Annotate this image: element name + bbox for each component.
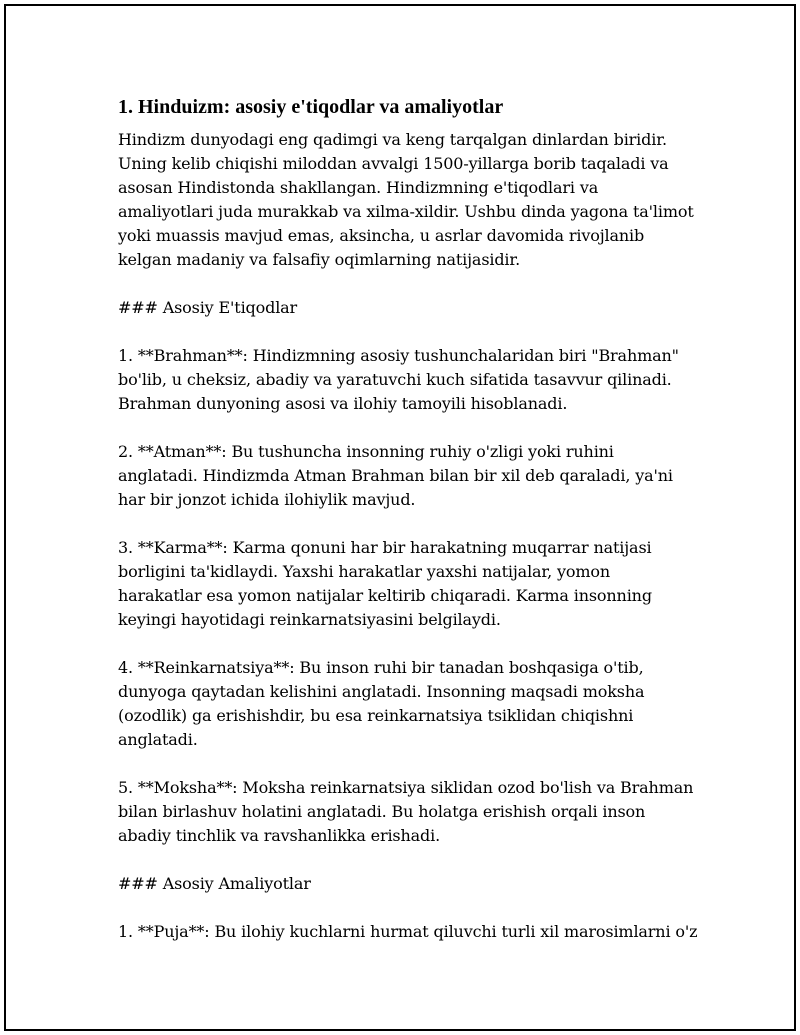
list-item-karma: 3. **Karma**: Karma qonuni har bir harakatning muqarrar natijasi borligini ta'kidlaydi. Yaxshi harakatlar yaxshi natijalar, yomon harakatlar esa yomon natijalar keltirib chiqaradi. Karma insonning keyingi hayotidagi reinkarnatsiyasini belgilaydi.	[118, 538, 652, 629]
document-body	[118, 93, 698, 968]
section-heading-beliefs: ### Asosiy E'tiqodlar	[118, 298, 298, 317]
intro-paragraph: Hindizm dunyodagi eng qadimgi va keng tarqalgan dinlardan biridir. Uning kelib chiqishi miloddan avvalgi 1500-yillarga borib taqaladi va asosan Hindistonda shakllangan. Hindizmning e'tiqodlari va amaliyotlari juda murakkab va xilma-xildir. Ushbu dinda yagona ta'limot yoki muassis mavjud emas, aksincha, u asrlar davomida rivojlanib kelgan madaniy va falsafiy oqimlarning natijasidir.	[118, 130, 694, 269]
document-title: 1. Hinduizm: asosiy e'tiqodlar va amaliyotlar	[118, 96, 504, 118]
list-item-moksha: 5. **Moksha**: Moksha reinkarnatsiya siklidan ozod bo'lish va Brahman bilan birlashuv holatini anglatadi. Bu holatga erishish orqali inson abadiy tinchlik va ravshanlikka erishadi.	[118, 778, 694, 845]
list-item-puja: 1. **Puja**: Bu ilohiy kuchlarni hurmat qiluvchi turli xil marosimlarni o'z	[118, 922, 698, 941]
list-item-reincarnation: 4. **Reinkarnatsiya**: Bu inson ruhi bir tanadan boshqasiga o'tib, dunyoga qaytadan kelishini anglatadi. Insonning maqsadi moksha (ozodlik) ga erishishdir, bu esa reinkarnatsiya tsiklidan chiqishni anglatadi.	[118, 658, 645, 749]
list-item-brahman: 1. **Brahman**: Hindizmning asosiy tushunchalaridan biri "Brahman" bo'lib, u cheksiz, abadiy va yaratuvchi kuch sifatida tasavvur qilinadi. Brahman dunyoning asosi va ilohiy tamoyili hisoblanadi.	[118, 346, 679, 413]
list-item-atman: 2. **Atman**: Bu tushuncha insonning ruhiy o'zligi yoki ruhini anglatadi. Hindizmda Atman Brahman bilan bir xil deb qaraladi, ya'ni har bir jonzot ichida ilohiylik mavjud.	[118, 442, 673, 509]
section-heading-practices: ### Asosiy Amaliyotlar	[118, 874, 311, 893]
